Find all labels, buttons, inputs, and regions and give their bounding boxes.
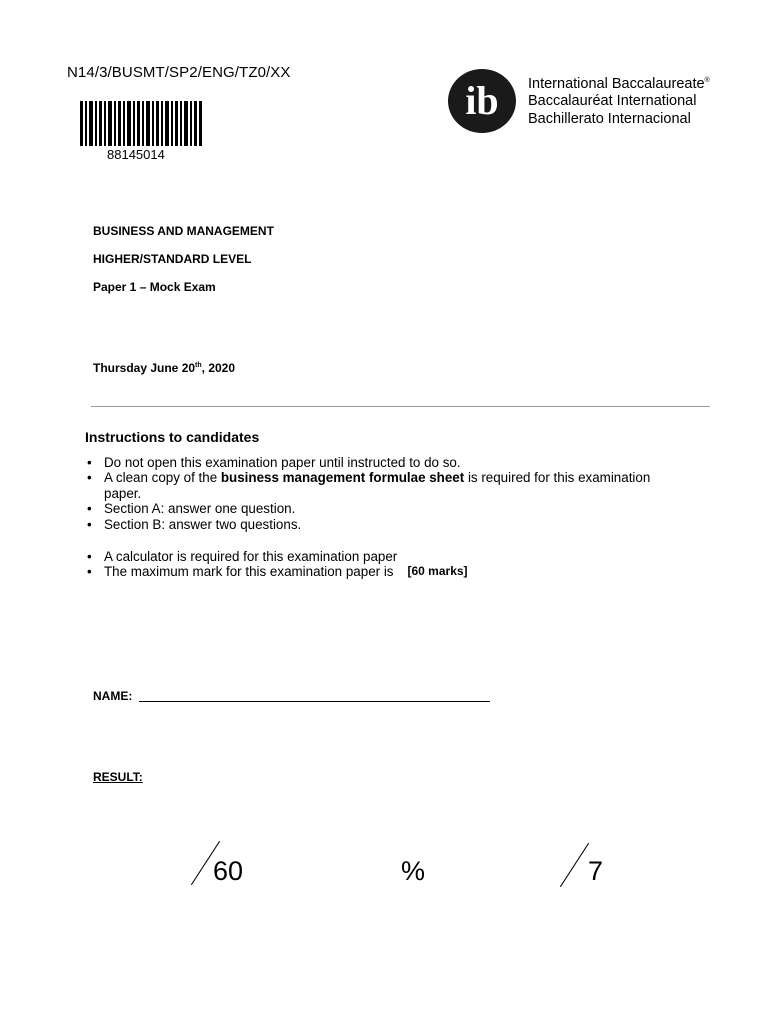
max-marks: [60 marks] <box>407 564 468 579</box>
instruction-item: • Section A: answer one question. <box>87 501 687 516</box>
result-label: RESULT: <box>93 770 143 784</box>
exam-date: Thursday June 20th, 2020 <box>93 361 236 375</box>
section-divider <box>91 406 710 407</box>
exam-paper: Paper 1 – Mock Exam <box>93 280 216 294</box>
registered-mark: ® <box>704 77 710 84</box>
percent-symbol: % <box>401 856 426 886</box>
instructions-list <box>87 455 687 581</box>
instruction-item: • Do not open this examination paper until instructed to do so. <box>87 455 687 470</box>
grade-total: 7 <box>588 856 604 886</box>
instruction-item: • A calculator is required for this examination paper <box>87 549 687 564</box>
instruction-item: • A clean copy of the business management formulae sheet is required for this examination paper. <box>87 470 687 501</box>
paper-code: N14/3/BUSMT/SP2/ENG/TZ0/XX <box>67 64 291 81</box>
exam-level: HIGHER/STANDARD LEVEL <box>93 252 252 266</box>
ib-name-spanish: Bachillerato Internacional <box>528 110 691 127</box>
ib-organisation-names <box>528 72 710 128</box>
exam-subject: BUSINESS AND MANAGEMENT <box>93 224 274 238</box>
instruction-item: • Section B: answer two questions. <box>87 517 687 532</box>
instructions-heading: Instructions to candidates <box>85 429 260 445</box>
barcode-number: 88145014 <box>107 147 165 162</box>
marks-total: 60 <box>213 856 244 886</box>
ib-name-english: International Baccalaureate® <box>528 75 710 92</box>
name-field-line[interactable] <box>139 701 490 702</box>
ib-name-french: Baccalauréat International <box>528 93 697 110</box>
name-label: NAME: <box>93 689 133 703</box>
ib-logo-icon <box>447 68 517 134</box>
grade-slash <box>560 843 589 887</box>
ib-logo-text: ib <box>465 78 499 123</box>
instruction-item: • The maximum mark for this examination paper is [60 marks] <box>87 564 687 580</box>
barcode-image <box>80 101 202 146</box>
